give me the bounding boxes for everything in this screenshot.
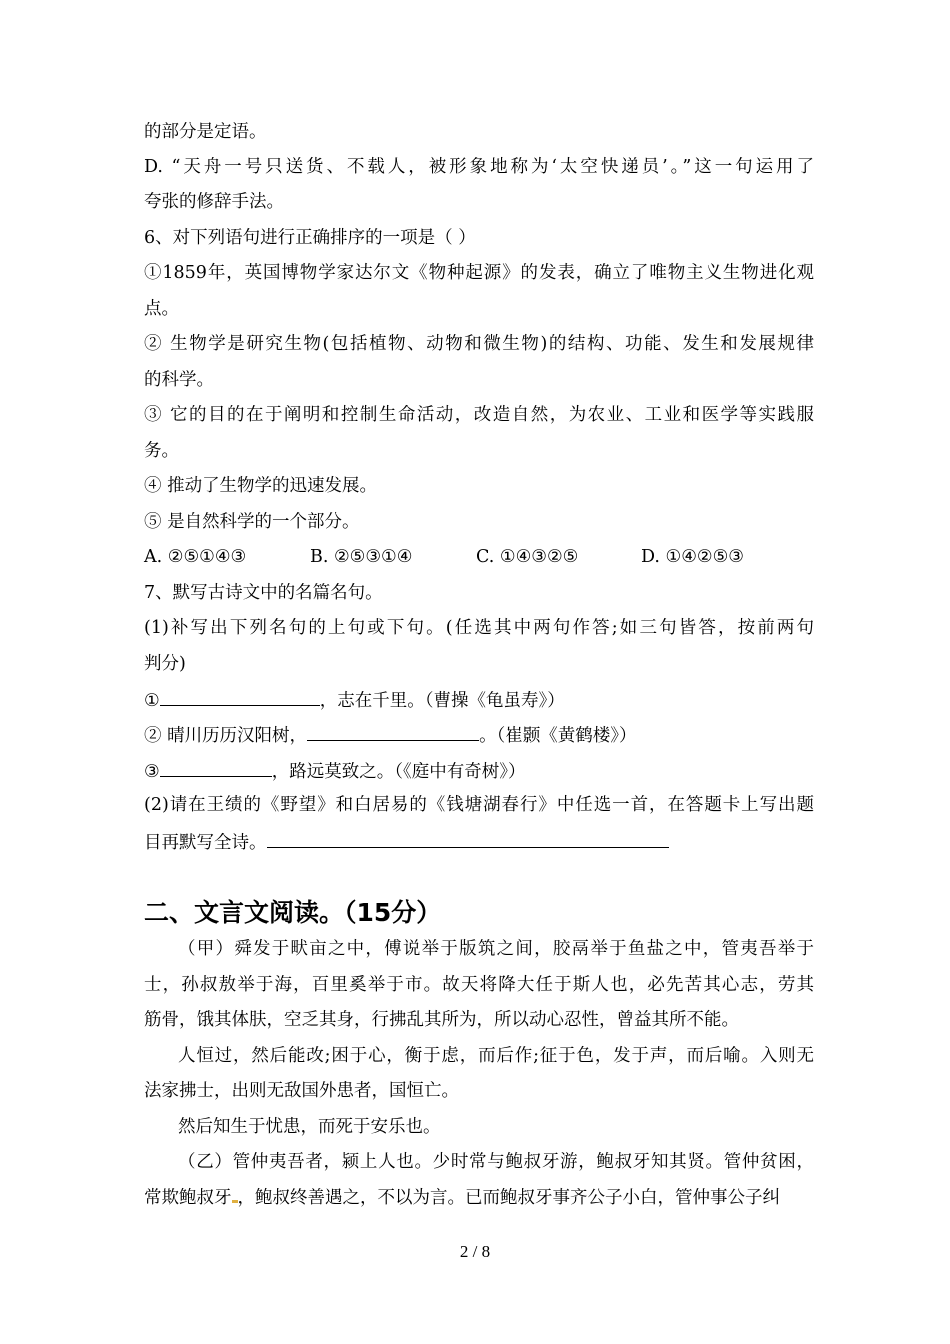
text-line: 务。	[144, 441, 179, 461]
text-line: 的部分是定语。	[144, 122, 267, 142]
question-7: 7、默写古诗文中的名篇名句。	[144, 583, 383, 603]
paragraph-line: 人恒过，然后能改;困于心，衡于虑，而后作;征于色，发于声，而后喻。入则无	[178, 1046, 814, 1066]
question-6: 6、对下列语句进行正确排序的一项是（ ）	[144, 228, 476, 248]
paragraph-line: 士，孙叔敖举于海，百里奚举于市。故天将降大任于斯人也，必先苦其心志，劳其	[144, 975, 814, 995]
option-d: D. ①④②⑤③	[641, 547, 744, 567]
paragraph-line: （乙）管仲夷吾者，颍上人也。少时常与鲍叔牙游，鲍叔牙知其贤。管仲贫困，	[178, 1152, 814, 1172]
sentence-2: ② 生物学是研究生物(包括植物、动物和微生物)的结构、功能、发生和发展规律	[144, 334, 814, 354]
paragraph-line: 常欺鲍叔牙 ，鲍叔终善遇之，不以为言。已而鲍叔牙事齐公子小白，管仲事公子纠	[144, 1188, 780, 1208]
option-a: A. ②⑤①④③	[144, 547, 247, 567]
answer-blank[interactable]	[267, 829, 669, 848]
text-line: 夸张的修辞手法。	[144, 192, 284, 212]
option-c: C. ①④③②⑤	[476, 547, 579, 567]
answer-blank[interactable]	[307, 722, 479, 741]
sentence-3: ③ 它的目的在于阐明和控制生命活动，改造自然，为农业、工业和医学等实践服	[144, 405, 814, 425]
sentence-1: ①1859年，英国博物学家达尔文《物种起源》的发表，确立了唯物主义生物进化观	[144, 263, 814, 283]
text-line: D. “天舟一号只送货、不载人，被形象地称为‘太空快递员’。”这一句运用了	[144, 157, 814, 177]
option-b: B. ②⑤③①④	[310, 547, 413, 567]
text-line: 点。	[144, 299, 179, 319]
fill-blank-1: ① ，志在千里。（曹操《龟虽寿》）	[144, 687, 814, 713]
text-line: (2)请在王绩的《野望》和白居易的《钱塘湖春行》中任选一首，在答题卡上写出题	[144, 795, 814, 815]
sentence-5: ⑤ 是自然科学的一个部分。	[144, 512, 360, 532]
section-heading: 二、文言文阅读。（15分）	[144, 898, 442, 927]
answer-blank[interactable]	[160, 758, 272, 777]
paragraph-line: 法家拂士，出则无敌国外患者，国恒亡。	[144, 1081, 459, 1101]
text-line: 判分)	[144, 654, 186, 674]
paragraph-line: 然后知生于忧患，而死于安乐也。	[178, 1117, 441, 1137]
sentence-4: ④ 推动了生物学的迅速发展。	[144, 476, 378, 496]
fill-blank-2: ② 晴川历历汉阳树， 。（崔颢《黄鹤楼》）	[144, 722, 814, 748]
answer-blank[interactable]	[160, 687, 320, 706]
page-number: 2 / 8	[459, 1242, 491, 1261]
text-line: (1)补写出下列名句的上句或下句。(任选其中两句作答;如三句皆答，按前两句	[144, 618, 814, 638]
paragraph-line: （甲）舜发于畎亩之中，傅说举于版筑之间，胶鬲举于鱼盐之中，管夷吾举于	[178, 939, 814, 959]
text-line: 的科学。	[144, 370, 214, 390]
paragraph-line: 筋骨，饿其体肤，空乏其身，行拂乱其所为，所以动心忍性，曾益其所不能。	[144, 1010, 739, 1030]
fill-blank-3: ③ ，路远莫致之。（《庭中有奇树》）	[144, 758, 814, 784]
fill-blank-4: 目再默写全诗。	[144, 829, 814, 855]
